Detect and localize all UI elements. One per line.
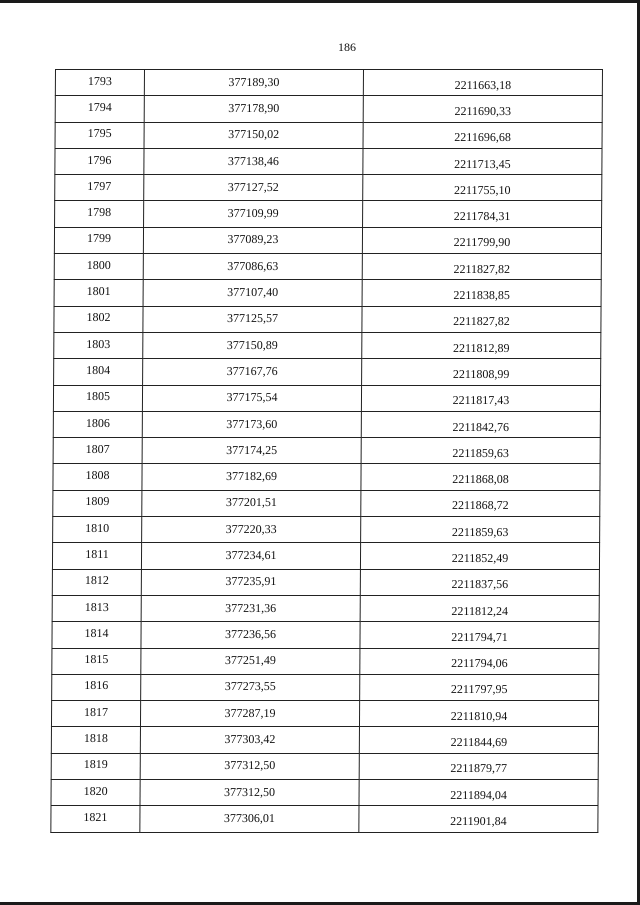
x-coordinate-cell-text: 377150,02 [228, 127, 280, 142]
table-row [55, 122, 602, 148]
coordinates-table-container [50, 69, 599, 833]
table-row [52, 648, 599, 674]
y-coordinate-cell-text: 2211784,31 [453, 209, 511, 224]
table-row [53, 385, 600, 411]
x-coordinate-cell [142, 464, 361, 490]
y-coordinate-cell-text: 2211663,18 [454, 77, 512, 92]
table-row [55, 96, 602, 122]
y-coordinate-cell [361, 438, 600, 464]
table-row [53, 464, 600, 490]
point-number-cell [54, 254, 143, 280]
point-number-cell-text: 1812 [84, 573, 109, 588]
x-coordinate-cell [142, 490, 361, 516]
x-coordinate-cell [142, 385, 361, 411]
y-coordinate-cell-text: 2211844,69 [450, 735, 508, 750]
y-coordinate-cell [362, 280, 601, 306]
x-coordinate-cell-text: 377312,50 [224, 784, 276, 799]
y-coordinate-cell-text: 2211794,71 [451, 629, 508, 644]
x-coordinate-cell [143, 280, 362, 306]
y-coordinate-cell-text: 2211696,68 [454, 130, 511, 145]
table-row [52, 569, 599, 595]
point-number-cell [54, 359, 143, 385]
x-coordinate-cell [141, 569, 360, 595]
point-number-cell [52, 622, 141, 648]
x-coordinate-cell [141, 595, 360, 621]
point-number-cell-text: 1818 [83, 731, 108, 746]
table-row [55, 175, 602, 201]
y-coordinate-cell-text: 2211827,82 [453, 261, 511, 276]
table-row [51, 701, 598, 727]
table-row [54, 254, 601, 280]
point-number-cell [55, 201, 144, 227]
y-coordinate-cell [362, 254, 601, 280]
point-number-cell [55, 96, 144, 122]
x-coordinate-cell-text: 377107,40 [227, 285, 279, 300]
point-number-cell [53, 411, 142, 437]
y-coordinate-cell [363, 201, 602, 227]
table-row [52, 674, 599, 700]
y-coordinate-cell [362, 332, 601, 358]
y-coordinate-cell [359, 806, 598, 832]
y-coordinate-cell-text: 2211859,63 [452, 445, 509, 460]
point-number-cell [51, 701, 140, 727]
table-row [51, 727, 598, 753]
point-number-cell [55, 175, 144, 201]
y-coordinate-cell-text: 2211797,95 [450, 682, 508, 697]
x-coordinate-cell-text: 377167,76 [226, 363, 278, 378]
x-coordinate-cell-text: 377287,19 [224, 705, 276, 720]
table-row [54, 280, 601, 306]
x-coordinate-cell [141, 622, 360, 648]
coordinates-table-body [51, 70, 603, 833]
x-coordinate-cell-text: 377189,30 [228, 74, 280, 89]
y-coordinate-cell [361, 464, 600, 490]
y-coordinate-cell [362, 227, 601, 253]
y-coordinate-cell [363, 175, 602, 201]
x-coordinate-cell-text: 377178,90 [228, 100, 280, 115]
y-coordinate-cell-text: 2211794,06 [451, 656, 508, 671]
point-number-cell-text: 1800 [86, 257, 111, 272]
x-coordinate-cell-text: 377231,36 [225, 600, 277, 615]
table-row [53, 438, 600, 464]
point-number-cell-text: 1813 [84, 599, 109, 614]
point-number-cell [53, 490, 142, 516]
x-coordinate-cell [144, 70, 363, 96]
x-coordinate-cell-text: 377235,91 [225, 574, 277, 589]
point-number-cell-text: 1794 [87, 99, 112, 114]
point-number-cell-text: 1814 [84, 625, 109, 640]
x-coordinate-cell [140, 806, 359, 832]
point-number-cell [53, 464, 142, 490]
table-row [55, 148, 602, 174]
point-number-cell [54, 280, 143, 306]
point-number-cell [53, 438, 142, 464]
y-coordinate-cell-text: 2211894,04 [450, 787, 507, 802]
y-coordinate-cell [361, 490, 600, 516]
point-number-cell-text: 1805 [85, 389, 111, 404]
x-coordinate-cell-text: 377236,56 [225, 626, 277, 641]
y-coordinate-cell [363, 96, 602, 122]
point-number-cell-text: 1821 [83, 809, 108, 824]
x-coordinate-cell-text: 377312,50 [224, 758, 276, 773]
table-row [54, 332, 601, 358]
x-coordinate-cell-text: 377089,23 [227, 232, 279, 247]
y-coordinate-cell [359, 701, 598, 727]
x-coordinate-cell [144, 148, 363, 174]
y-coordinate-cell [360, 543, 599, 569]
point-number-cell-text: 1796 [87, 152, 112, 167]
y-coordinate-cell-text: 2211852,49 [451, 550, 509, 565]
y-coordinate-cell [362, 359, 601, 385]
table-row [55, 201, 602, 227]
point-number-cell-text: 1811 [85, 546, 109, 561]
x-coordinate-cell-text: 377138,46 [227, 153, 279, 168]
y-coordinate-cell [363, 148, 602, 174]
y-coordinate-cell-text: 2211868,08 [452, 472, 509, 487]
x-coordinate-cell-text: 377127,52 [227, 179, 279, 194]
y-coordinate-cell [359, 727, 598, 753]
x-coordinate-cell-text: 377182,69 [225, 469, 278, 484]
point-number-cell [51, 806, 140, 832]
x-coordinate-cell-text: 377174,25 [226, 442, 278, 457]
page-number: 186 [338, 40, 356, 54]
x-coordinate-cell [144, 175, 363, 201]
x-coordinate-cell-text: 377086,63 [227, 258, 279, 273]
y-coordinate-cell [363, 70, 602, 96]
y-coordinate-cell-text: 2211901,84 [450, 813, 507, 828]
y-coordinate-cell [361, 385, 600, 411]
point-number-cell [52, 648, 141, 674]
x-coordinate-cell [142, 411, 361, 437]
x-coordinate-cell [140, 727, 359, 753]
x-coordinate-cell [143, 359, 362, 385]
y-coordinate-cell-text: 2211713,45 [454, 156, 511, 171]
point-number-cell-text: 1807 [85, 441, 110, 456]
y-coordinate-cell-text: 2211812,89 [452, 340, 510, 355]
point-number-cell [54, 332, 143, 358]
point-number-cell [52, 674, 141, 700]
y-coordinate-cell [360, 674, 599, 700]
y-coordinate-cell [359, 780, 598, 806]
x-coordinate-cell-text: 377251,49 [224, 653, 276, 668]
point-number-cell [52, 595, 141, 621]
y-coordinate-cell-text: 2211812,24 [451, 603, 509, 618]
point-number-cell-text: 1799 [86, 231, 112, 246]
point-number-cell-text: 1815 [84, 652, 109, 667]
y-coordinate-cell [360, 622, 599, 648]
point-number-cell [54, 227, 143, 253]
y-coordinate-cell-text: 2211799,90 [453, 235, 511, 250]
y-coordinate-cell-text: 2211879,77 [450, 761, 508, 776]
x-coordinate-cell-text: 377201,51 [225, 495, 277, 510]
y-coordinate-cell [360, 648, 599, 674]
y-coordinate-cell-text: 2211690,33 [454, 103, 512, 118]
x-coordinate-cell [143, 254, 362, 280]
x-coordinate-cell-text: 377125,57 [226, 311, 279, 326]
point-number-cell [52, 543, 141, 569]
y-coordinate-cell [363, 122, 602, 148]
table-row [52, 543, 599, 569]
y-coordinate-cell-text: 2211842,76 [452, 419, 510, 434]
point-number-cell [55, 70, 144, 96]
x-coordinate-cell-text: 377273,55 [224, 679, 276, 694]
table-row [55, 70, 602, 96]
x-coordinate-cell-text: 377150,89 [226, 337, 278, 352]
y-coordinate-cell [361, 411, 600, 437]
x-coordinate-cell [143, 227, 362, 253]
point-number-cell [53, 517, 142, 543]
x-coordinate-cell [143, 332, 362, 358]
point-number-cell-text: 1797 [87, 178, 112, 193]
x-coordinate-cell [140, 780, 359, 806]
table-row [51, 806, 598, 832]
point-number-cell-text: 1804 [86, 362, 111, 377]
point-number-cell-text: 1793 [87, 73, 112, 88]
x-coordinate-cell-text: 377220,33 [225, 521, 277, 536]
point-number-cell-text: 1801 [86, 284, 111, 299]
point-number-cell [55, 148, 144, 174]
x-coordinate-cell-text: 377234,61 [225, 547, 277, 562]
x-coordinate-cell [144, 96, 363, 122]
point-number-cell-text: 1795 [87, 126, 112, 141]
point-number-cell-text: 1806 [85, 415, 110, 430]
point-number-cell-text: 1808 [85, 468, 110, 483]
y-coordinate-cell-text: 2211838,85 [453, 288, 510, 303]
point-number-cell [51, 753, 140, 779]
scan-border-top [0, 0, 640, 3]
x-coordinate-cell [144, 122, 363, 148]
x-coordinate-cell [144, 201, 363, 227]
y-coordinate-cell-text: 2211868,72 [452, 498, 509, 513]
point-number-cell-text: 1809 [85, 494, 110, 509]
point-number-cell [52, 569, 141, 595]
x-coordinate-cell [140, 701, 359, 727]
table-row [53, 490, 600, 516]
point-number-cell [51, 780, 140, 806]
table-row [51, 753, 598, 779]
y-coordinate-cell [360, 595, 599, 621]
x-coordinate-cell [141, 543, 360, 569]
table-row [52, 595, 599, 621]
y-coordinate-cell [362, 306, 601, 332]
x-coordinate-cell-text: 377173,60 [226, 416, 278, 431]
point-number-cell-text: 1817 [84, 704, 109, 719]
point-number-cell-text: 1810 [85, 520, 110, 535]
x-coordinate-cell-text: 377303,42 [224, 732, 276, 747]
x-coordinate-cell [141, 648, 360, 674]
point-number-cell [54, 306, 143, 332]
coordinates-table [50, 69, 603, 833]
table-row [53, 517, 600, 543]
table-row [53, 411, 600, 437]
point-number-cell [55, 122, 144, 148]
y-coordinate-cell-text: 2211808,99 [452, 366, 510, 381]
y-coordinate-cell [361, 517, 600, 543]
y-coordinate-cell-text: 2211859,63 [451, 524, 509, 539]
point-number-cell [51, 727, 140, 753]
x-coordinate-cell-text: 377306,01 [223, 810, 275, 825]
table-row [52, 622, 599, 648]
point-number-cell-text: 1816 [84, 678, 109, 693]
x-coordinate-cell-text: 377109,99 [227, 206, 279, 221]
point-number-cell-text: 1819 [83, 757, 108, 772]
y-coordinate-cell-text: 2211817,43 [452, 393, 510, 408]
x-coordinate-cell [141, 674, 360, 700]
point-number-cell-text: 1820 [83, 783, 108, 798]
point-number-cell-text: 1803 [86, 336, 111, 351]
point-number-cell-text: 1798 [87, 205, 112, 220]
x-coordinate-cell [142, 438, 361, 464]
x-coordinate-cell [142, 517, 361, 543]
y-coordinate-cell-text: 2211810,94 [450, 708, 508, 723]
y-coordinate-cell [360, 569, 599, 595]
x-coordinate-cell [140, 753, 359, 779]
y-coordinate-cell-text: 2211827,82 [453, 314, 510, 329]
table-row [54, 227, 601, 253]
table-row [54, 306, 601, 332]
y-coordinate-cell-text: 2211837,56 [451, 577, 509, 592]
x-coordinate-cell-text: 377175,54 [226, 390, 278, 405]
x-coordinate-cell [143, 306, 362, 332]
point-number-cell-text: 1802 [86, 310, 111, 325]
table-row [54, 359, 601, 385]
y-coordinate-cell [359, 753, 598, 779]
table-row [51, 780, 598, 806]
point-number-cell [53, 385, 142, 411]
y-coordinate-cell-text: 2211755,10 [453, 182, 511, 197]
